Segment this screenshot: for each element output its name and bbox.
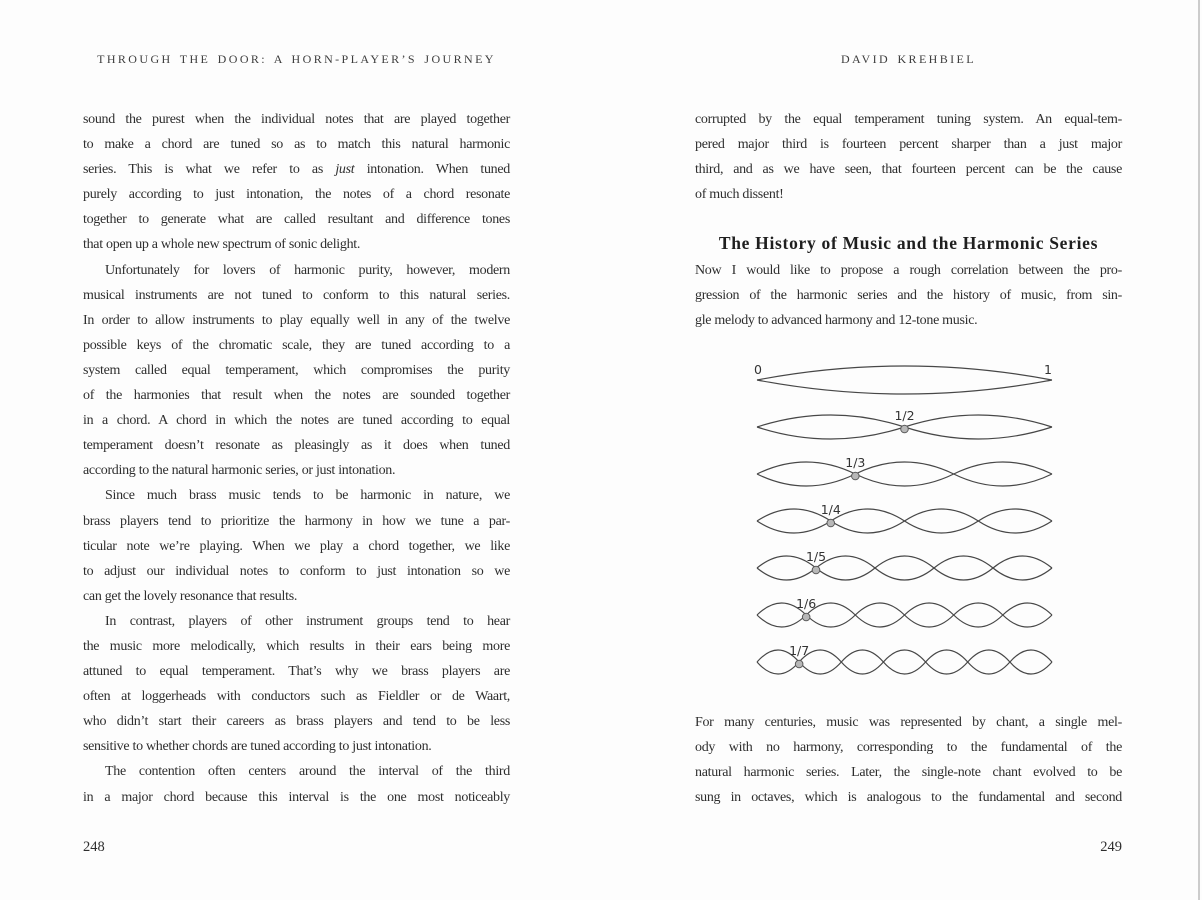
node-dot <box>795 660 803 668</box>
text-line: gle melody to advanced harmony and 12-tone music. <box>695 313 978 329</box>
harmonic-series-diagram <box>747 352 1063 682</box>
standing-wave-path <box>757 366 1052 380</box>
text-line: the music more melodically, which results in their ears being more <box>83 638 510 654</box>
text-line: in a major chord because this interval is the one most noticeably <box>83 789 510 805</box>
page-right <box>695 0 1122 900</box>
paragraph <box>83 258 510 484</box>
text-line: In order to allow instruments to play equally well in any of the twelve <box>83 312 510 328</box>
paragraph <box>695 258 1122 333</box>
text-line: Now I would like to propose a rough correlation between the pro- <box>695 263 1122 278</box>
text-line: in a chord. A chord in which the notes are tuned according to equal <box>83 413 510 429</box>
paragraph <box>695 107 1122 207</box>
standing-wave-path <box>757 509 1052 533</box>
text-line: often at loggerheads with conductors such as Fieldler or de Waart, <box>83 689 510 705</box>
paragraph <box>83 609 510 760</box>
wave-fraction-label: 1/5 <box>805 549 827 564</box>
text-line: temperament doesn’t resonate as pleasingly as it does when tuned <box>83 438 510 454</box>
standing-wave-path <box>757 462 1052 486</box>
paragraph <box>83 759 510 809</box>
text-line: to adjust our individual notes to conform to just intonation so we <box>83 563 510 579</box>
wave-fraction-label: 1/2 <box>894 408 915 423</box>
text-line: series. This is what we refer to as just intonation. When tuned <box>83 162 510 178</box>
wave-fraction-label: 1 <box>1044 362 1052 377</box>
text-line: can get the lovely resonance that results. <box>83 588 298 604</box>
running-header-right: DAVID KREHBIEL <box>840 52 977 66</box>
node-dot <box>812 566 820 574</box>
text-line: of much dissent! <box>695 187 784 203</box>
node-dot <box>852 472 860 480</box>
node-dot <box>901 425 909 433</box>
page-left <box>83 0 510 900</box>
paragraph <box>83 107 510 258</box>
wave-fraction-label: 0 <box>754 362 762 377</box>
text-line: For many centuries, music was represented by chant, a single mel- <box>695 715 1122 730</box>
text-line: sung in octaves, which is analogous to the fundamental and second <box>695 790 1122 806</box>
wave-fraction-label: 1/4 <box>820 502 841 517</box>
running-header-left: THROUGH THE DOOR: A HORN-PLAYER’S JOURNEY <box>97 52 496 66</box>
left-page-body <box>83 107 510 810</box>
text-line: ticular note we’re playing. When we play a chord together, we like <box>83 538 510 554</box>
standing-wave-path <box>757 380 1052 394</box>
paragraph <box>695 710 1122 810</box>
text-line: ody with no harmony, corresponding to the fundamental of the <box>695 740 1122 756</box>
page-number-right: 249 <box>1100 839 1122 855</box>
paragraph <box>83 483 510 608</box>
text-line: In contrast, players of other instrument groups tend to hear <box>105 613 510 629</box>
text-line: together to generate what are called resultant and difference tones <box>83 212 510 228</box>
text-line: corrupted by the equal temperament tuning system. An equal-tem- <box>695 112 1122 127</box>
page-number-left: 248 <box>83 839 105 855</box>
text-line: brass players tend to prioritize the harmony in how we tune a par- <box>83 513 510 529</box>
right-page-closing <box>695 710 1122 810</box>
text-line: The contention often centers around the interval of the third <box>105 764 510 780</box>
text-line: according to the natural harmonic series, or just intonation. <box>83 463 396 479</box>
text-line: of the harmonies that result when the notes are sounded together <box>83 388 510 404</box>
text-line: possible keys of the chromatic scale, they are tuned according to a <box>83 337 510 353</box>
text-line: pered major third is fourteen percent sharper than a just major <box>695 137 1122 153</box>
wave-fraction-label: 1/6 <box>796 596 817 611</box>
text-line: third, and as we have seen, that fourteen percent can be the cause <box>695 162 1122 178</box>
text-line: sensitive to whether chords are tuned according to just intonation. <box>83 739 432 755</box>
text-line: attuned to equal temperament. That’s why we brass players are <box>83 664 510 680</box>
page-edge-line <box>1198 0 1200 900</box>
text-line: Since much brass music tends to be harmonic in nature, we <box>105 488 510 504</box>
text-line: that open up a whole new spectrum of sonic delight. <box>83 237 361 253</box>
text-line: who didn’t start their careers as brass players and tend to be less <box>83 714 510 730</box>
text-line: musical instruments are not tuned to conform to this natural series. <box>83 287 510 303</box>
wave-fraction-label: 1/3 <box>845 455 866 470</box>
node-dot <box>802 613 810 621</box>
section-heading: The History of Music and the Harmonic Series <box>718 233 1099 253</box>
text-line: system called equal temperament, which compromises the purity <box>83 362 510 378</box>
text-line: natural harmonic series. Later, the single-note chant evolved to be <box>695 765 1122 781</box>
right-page-intro <box>695 107 1122 207</box>
wave-fraction-label: 1/7 <box>789 643 810 658</box>
text-line: sound the purest when the individual notes that are played together <box>83 112 510 127</box>
text-line: Unfortunately for lovers of harmonic purity, however, modern <box>105 262 510 278</box>
text-line: gression of the harmonic series and the history of music, from sin- <box>695 288 1122 304</box>
standing-wave-path <box>757 462 1052 486</box>
text-line: purely according to just intonation, the notes of a chord resonate <box>83 187 510 203</box>
text-line: to make a chord are tuned so as to match this natural harmonic <box>83 137 510 153</box>
node-dot <box>827 519 835 527</box>
right-page-lead <box>695 258 1122 333</box>
